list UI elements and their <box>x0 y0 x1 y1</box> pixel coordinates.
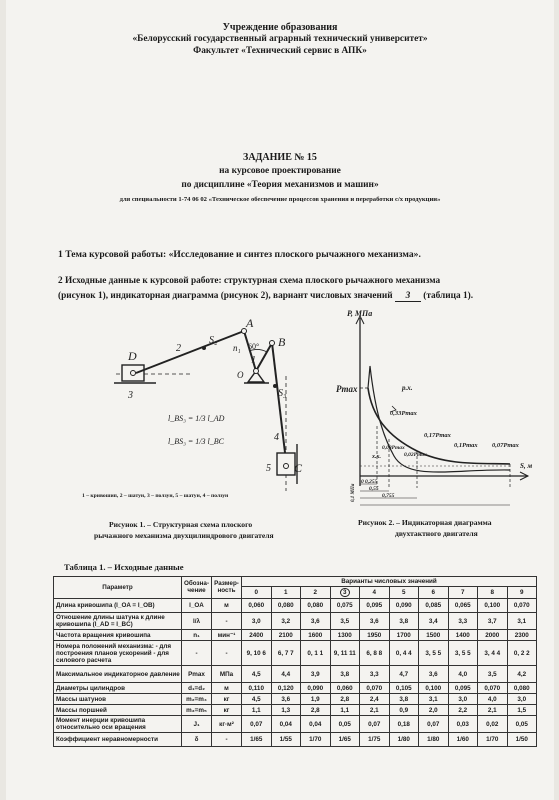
figure-2-indicator-diagram <box>332 306 540 516</box>
section-2-text-a: (рисунок 1), индикаторная диаграмма (рисунок 2), вариант числовых значений <box>58 291 393 301</box>
row-value: 2,4 <box>360 694 390 705</box>
row-value: 1/80 <box>419 733 449 747</box>
section-1-topic: 1 Тема курсовой работы: «Исследование и синтез плоского рычажного механизма». <box>58 249 421 260</box>
row-value: 1500 <box>419 630 449 641</box>
row-value: 3,5 <box>478 666 508 683</box>
svg-text:5: 5 <box>266 463 271 474</box>
svg-text:P, МПа: P, МПа <box>347 309 373 318</box>
row-value: 3,6 <box>301 613 331 630</box>
row-value: 6, 8 8 <box>360 641 390 666</box>
source-data-table <box>53 576 537 747</box>
variant-header-6: 6 <box>419 587 449 599</box>
table-row <box>54 694 537 705</box>
row-value: 0,03 <box>448 716 478 733</box>
row-value: 1700 <box>389 630 419 641</box>
table-row <box>54 666 537 683</box>
svg-text:1: 1 <box>251 355 256 366</box>
faculty-name: Факультет «Технический сервис в АПК» <box>193 46 367 56</box>
row-value: 0,105 <box>389 683 419 694</box>
svg-text:S₃: S₃ <box>278 388 287 399</box>
row-value: 3,0 <box>448 694 478 705</box>
row-value: 0,05 <box>507 716 537 733</box>
row-dimension: м <box>212 683 242 694</box>
row-value: 2,2 <box>448 705 478 716</box>
figure-1-legend: 1 – кривошип, 2 – шатун, 3 – ползун, 5 – шатун, 4 – ползун <box>82 493 229 499</box>
row-parameter: Массы поршней <box>54 705 182 716</box>
row-dimension: кг <box>212 694 242 705</box>
svg-text:l_BS₃ = 1/3 l_BC: l_BS₃ = 1/3 l_BC <box>168 437 224 446</box>
svg-text:60°: 60° <box>248 342 260 351</box>
table-row <box>54 613 537 630</box>
row-designation: - <box>182 641 212 666</box>
table-header-variants: Варианты числовых значений <box>242 577 537 587</box>
row-value: 1/60 <box>448 733 478 747</box>
row-value: 0,060 <box>330 683 360 694</box>
row-value: 1300 <box>330 630 360 641</box>
row-dimension: МПа <box>212 666 242 683</box>
row-value: 0,05 <box>330 716 360 733</box>
row-value: 0,100 <box>478 599 508 613</box>
table-row <box>54 630 537 641</box>
svg-text:O: O <box>237 370 244 380</box>
row-value: 2300 <box>507 630 537 641</box>
svg-text:A: A <box>246 316 254 330</box>
table-header-param: Параметр <box>54 577 182 599</box>
row-value: 0,095 <box>360 599 390 613</box>
row-parameter: Массы шатунов <box>54 694 182 705</box>
row-value: 0,04 <box>271 716 301 733</box>
row-value: 0,080 <box>507 683 537 694</box>
svg-text:0,1Pmax: 0,1Pmax <box>454 442 478 449</box>
row-parameter: Частота вращения кривошипа <box>54 630 182 641</box>
row-value: 0, 2 2 <box>507 641 537 666</box>
row-value: 0,120 <box>271 683 301 694</box>
row-value: 0,070 <box>507 599 537 613</box>
variant-header-8: 8 <box>478 587 508 599</box>
row-value: 3,6 <box>271 694 301 705</box>
row-value: 3,8 <box>389 694 419 705</box>
row-value: 0,07 <box>242 716 272 733</box>
task-line-3: для специальности 1-74 06 02 «Техническое обеспечение процессов хранения и переработки с/х продукции» <box>119 196 441 203</box>
row-value: 1/70 <box>478 733 508 747</box>
figure-2-caption-2: двухтактного двигателя <box>395 529 478 538</box>
selected-variant-circle: 3 <box>340 588 350 597</box>
row-parameter: Отношение длины шатуна к длине кривошипа (l_AD = l_BC) <box>54 613 182 630</box>
row-value: 1950 <box>360 630 390 641</box>
svg-text:n₁: n₁ <box>233 343 241 353</box>
row-value: 3,7 <box>478 613 508 630</box>
row-value: 0,110 <box>242 683 272 694</box>
row-value: 1400 <box>448 630 478 641</box>
row-dimension: кг <box>212 705 242 716</box>
section-2-line-1: 2 Исходные данные к курсовой работе: структурная схема плоского рычажного механизма <box>58 276 441 286</box>
row-value: 0,9 <box>389 705 419 716</box>
row-value: 1/70 <box>301 733 331 747</box>
table-header-dimension: Размер-ность <box>212 577 242 599</box>
row-value: 1,5 <box>507 705 537 716</box>
row-value: 0,090 <box>389 599 419 613</box>
variant-header-4: 4 <box>360 587 390 599</box>
task-line-1: на курсовое проектирование <box>219 166 341 176</box>
row-value: 4,5 <box>242 666 272 683</box>
table-row <box>54 641 537 666</box>
row-dimension: - <box>212 641 242 666</box>
row-designation: δ <box>182 733 212 747</box>
task-title: ЗАДАНИЕ № 15 <box>243 152 317 163</box>
svg-text:S, м: S, м <box>520 462 533 470</box>
row-dimension: - <box>212 733 242 747</box>
row-value: 0,080 <box>271 599 301 613</box>
row-value: 3,1 <box>507 613 537 630</box>
svg-text:0,07Pmax: 0,07Pmax <box>492 442 519 449</box>
svg-text:l_BS₃ = 1/3 l_AD: l_BS₃ = 1/3 l_AD <box>168 414 225 423</box>
row-value: 4,7 <box>389 666 419 683</box>
row-value: 1,9 <box>301 694 331 705</box>
row-value: 4,2 <box>507 666 537 683</box>
row-value: 0,070 <box>360 683 390 694</box>
table-row <box>54 705 537 716</box>
variant-header-3 <box>330 587 360 599</box>
row-value: 1/50 <box>507 733 537 747</box>
row-value: 4,4 <box>271 666 301 683</box>
row-value: 2,8 <box>330 694 360 705</box>
row-parameter: Максимальное индикаторное давление <box>54 666 182 683</box>
row-value: 0, 4 4 <box>389 641 419 666</box>
university-name: «Белорусский государственный аграрный технический университет» <box>132 34 428 44</box>
row-value: 0, 1 1 <box>301 641 331 666</box>
task-line-2: по дисциплине «Теория механизмов и машин» <box>181 180 379 190</box>
row-value: 1,1 <box>242 705 272 716</box>
table-row <box>54 733 537 747</box>
figure-1-caption-2: рычажного механизма двухцилиндрового двигателя <box>94 531 274 540</box>
row-value: 0,085 <box>419 599 449 613</box>
row-value: 0,090 <box>301 683 331 694</box>
svg-text:0,02Pmax: 0,02Pmax <box>404 452 427 458</box>
svg-text:0,755: 0,755 <box>382 493 395 499</box>
variant-header-7: 7 <box>448 587 478 599</box>
table-row <box>54 716 537 733</box>
row-value: 1/65 <box>242 733 272 747</box>
row-value: 6, 7 7 <box>271 641 301 666</box>
variant-header-0: 0 <box>242 587 272 599</box>
row-value: 4,0 <box>478 694 508 705</box>
row-parameter: Момент инерции кривошипа относительно оси вращения <box>54 716 182 733</box>
row-value: 9, 10 6 <box>242 641 272 666</box>
row-value: 0,07 <box>360 716 390 733</box>
row-designation: m₂=m₄ <box>182 694 212 705</box>
row-value: 3,8 <box>389 613 419 630</box>
row-value: 0,070 <box>478 683 508 694</box>
row-value: 3,8 <box>330 666 360 683</box>
row-value: 2,8 <box>301 705 331 716</box>
svg-text:B: B <box>278 335 286 349</box>
row-value: 1/75 <box>360 733 390 747</box>
row-value: 1/55 <box>271 733 301 747</box>
row-value: 0,100 <box>419 683 449 694</box>
row-parameter: Диаметры цилиндров <box>54 683 182 694</box>
row-value: 1,1 <box>330 705 360 716</box>
row-value: 0,18 <box>389 716 419 733</box>
row-value: 3, 5 5 <box>419 641 449 666</box>
svg-text:D: D <box>128 349 137 363</box>
row-value: 3,6 <box>419 666 449 683</box>
row-value: 3, 5 5 <box>448 641 478 666</box>
row-value: 3,2 <box>271 613 301 630</box>
row-parameter: Коэффициент неравномерности <box>54 733 182 747</box>
row-value: 0,095 <box>448 683 478 694</box>
variant-header-9: 9 <box>507 587 537 599</box>
svg-text:0,55: 0,55 <box>369 486 379 492</box>
figure-1-caption-1: Рисунок 1. – Структурная схема плоского <box>109 520 253 529</box>
row-value: 3,4 <box>419 613 449 630</box>
row-value: 1,3 <box>271 705 301 716</box>
row-value: 4,5 <box>242 694 272 705</box>
svg-text:х.х.: х.х. <box>372 454 381 460</box>
row-value: 3,0 <box>242 613 272 630</box>
row-value: 1/80 <box>389 733 419 747</box>
row-value: 3,6 <box>360 613 390 630</box>
row-value: 0,065 <box>448 599 478 613</box>
row-value: 0,080 <box>301 599 331 613</box>
svg-text:C: C <box>294 461 303 475</box>
document-page <box>6 0 554 800</box>
row-designation: d₁=d₂ <box>182 683 212 694</box>
table-row <box>54 683 537 694</box>
row-value: 0,04 <box>301 716 331 733</box>
row-value: 0,075 <box>330 599 360 613</box>
row-designation: l_OA <box>182 599 212 613</box>
variant-header-5: 5 <box>389 587 419 599</box>
svg-text:0,17Pmax: 0,17Pmax <box>424 432 451 439</box>
row-value: 2,1 <box>360 705 390 716</box>
row-value: 2,1 <box>478 705 508 716</box>
section-2-text-b: (таблица 1). <box>423 291 474 301</box>
row-designation: J₁ <box>182 716 212 733</box>
row-value: 4,0 <box>448 666 478 683</box>
row-designation: m₃=m₅ <box>182 705 212 716</box>
svg-text:S₂: S₂ <box>209 335 218 346</box>
row-value: 3, 4 4 <box>478 641 508 666</box>
svg-text:4: 4 <box>274 432 279 443</box>
svg-text:0,08Pmax: 0,08Pmax <box>382 445 405 451</box>
row-parameter: Номера положений механизма: - для построения планов ускорений - для силового расчета <box>54 641 182 666</box>
row-value: 3,3 <box>448 613 478 630</box>
row-designation: Pmax <box>182 666 212 683</box>
row-value: 0,060 <box>242 599 272 613</box>
figure-2-caption-1: Рисунок 2. – Индикаторная диаграмма <box>358 518 492 527</box>
svg-text:3: 3 <box>128 390 133 401</box>
svg-text:Pmax: Pmax <box>336 384 358 394</box>
row-value: 3,3 <box>360 666 390 683</box>
row-dimension: - <box>212 613 242 630</box>
row-dimension: м <box>212 599 242 613</box>
row-value: 1600 <box>301 630 331 641</box>
row-parameter: Длина кривошипа (l_OA = l_OB) <box>54 599 182 613</box>
row-value: 3,1 <box>419 694 449 705</box>
row-value: 3,0 <box>507 694 537 705</box>
table-header-designation: Обозна-чение <box>182 577 212 599</box>
svg-text:0,255: 0,255 <box>365 479 378 485</box>
row-value: 1/65 <box>330 733 360 747</box>
variant-number: 3 <box>395 291 421 302</box>
row-value: 2,0 <box>419 705 449 716</box>
table-row <box>54 599 537 613</box>
row-value: 0,07 <box>419 716 449 733</box>
institution-type: Учреждение образования <box>222 22 338 33</box>
row-value: 3,5 <box>330 613 360 630</box>
row-value: 2000 <box>478 630 508 641</box>
svg-text:р.х.: р.х. <box>402 384 413 392</box>
row-dimension: мин⁻¹ <box>212 630 242 641</box>
row-value: 2400 <box>242 630 272 641</box>
svg-text:0,1 МПа: 0,1 МПа <box>351 483 356 502</box>
row-value: 2100 <box>271 630 301 641</box>
variant-header-1: 1 <box>271 587 301 599</box>
svg-text:2: 2 <box>176 343 181 354</box>
svg-text:0,33Pmax: 0,33Pmax <box>390 410 417 417</box>
table-title: Таблица 1. – Исходные данные <box>64 562 184 572</box>
row-designation: l/λ <box>182 613 212 630</box>
variant-header-2: 2 <box>301 587 331 599</box>
row-designation: n₁ <box>182 630 212 641</box>
row-value: 3,9 <box>301 666 331 683</box>
row-value: 9, 11 11 <box>330 641 360 666</box>
section-2-line-2 <box>58 291 473 302</box>
svg-text:0: 0 <box>361 479 364 485</box>
row-dimension: кг·м² <box>212 716 242 733</box>
row-value: 0,02 <box>478 716 508 733</box>
